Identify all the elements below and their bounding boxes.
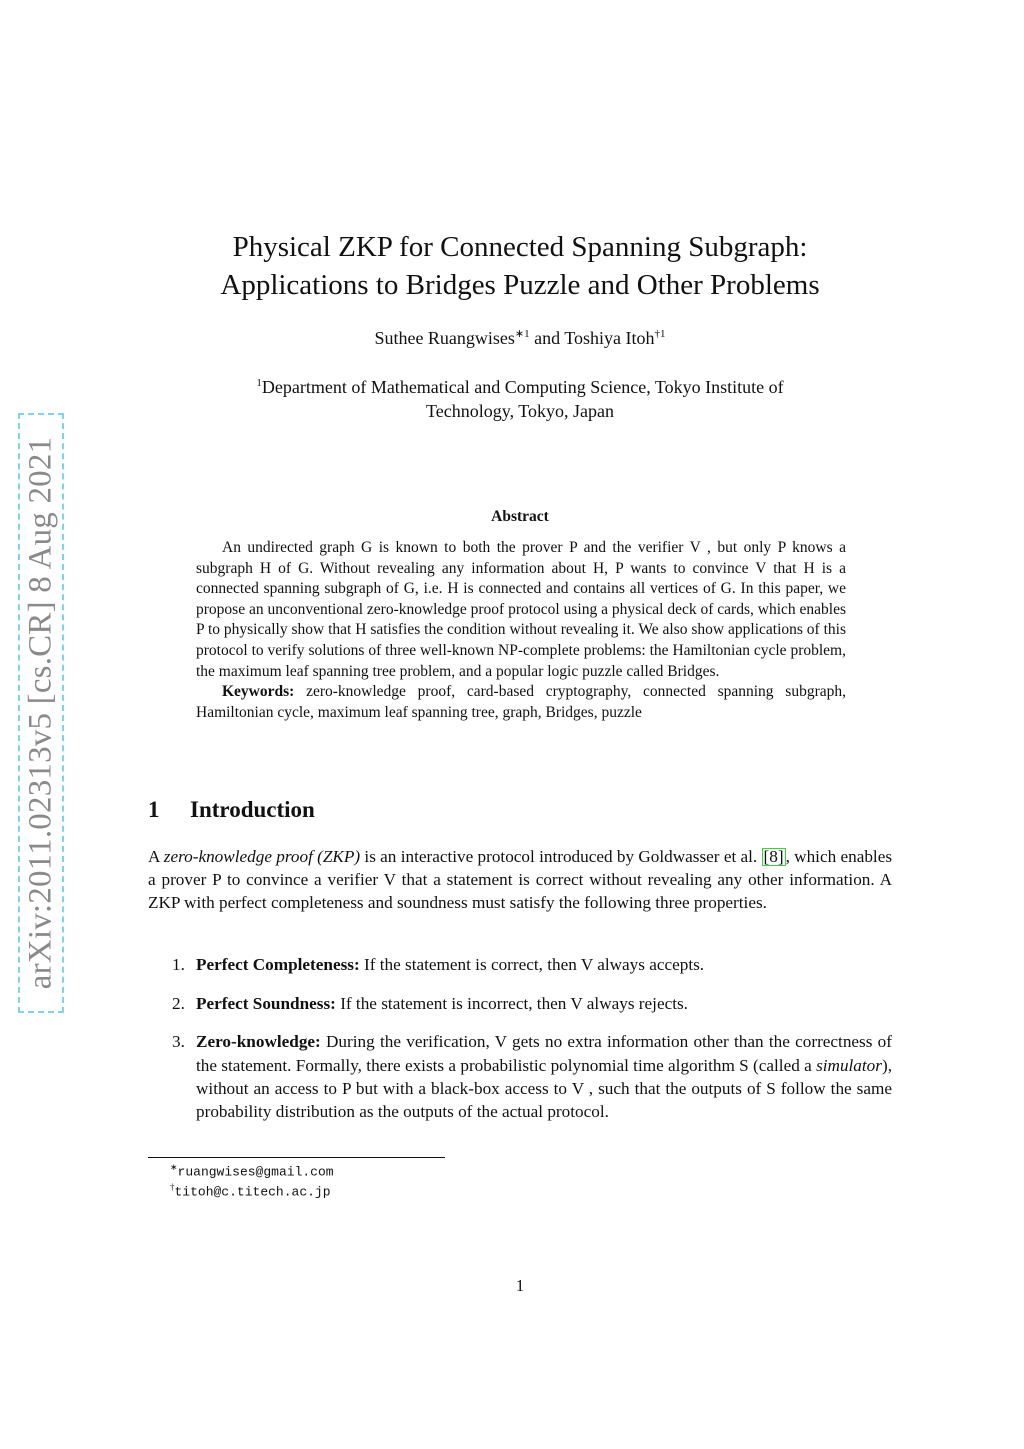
section-number: 1 — [148, 797, 160, 822]
footnote-email[interactable]: ruangwises@gmail.com — [177, 1164, 334, 1180]
item-text: If the statement is incorrect, then V always rejects. — [335, 993, 688, 1013]
authors — [150, 327, 890, 349]
footnote — [170, 1162, 334, 1179]
item-term: Perfect Soundness: — [196, 993, 336, 1013]
affiliation-line-2: Technology, Tokyo, Japan — [426, 401, 614, 421]
text-run: A — [148, 847, 164, 866]
item-term: Zero-knowledge: — [196, 1032, 321, 1052]
section-heading — [148, 797, 315, 823]
text-run: , which enables a prover P to convince a verifier V that a statement is correct without revealing any other information. A ZKP with perfect completeness and soundness must satisfy the following three properties. — [148, 847, 893, 913]
author-name: Toshiya Itoh — [564, 328, 655, 348]
affiliation — [190, 371, 850, 423]
title-line-1: Physical ZKP for Connected Spanning Subgraph: — [232, 231, 808, 263]
abstract-text: An undirected graph G is known to both the prover P and the verifier V , but only P knows a subgraph H of G. Without revealing any information about H, P wants to convince V that H is a connected spanning subgraph of G, i.e. H is connected and contains all vertices of G. In this paper, we propose an unconventional zero-knowledge proof protocol using a physical deck of cards, which enables P to physically show that H satisfies the condition without revealing it. We also show applications of this protocol to verify solutions of three well-known NP-complete problems: the Hamiltonian cycle problem, the maximum leaf spanning tree problem, and a popular logic puzzle called Bridges. — [196, 539, 846, 680]
list-item — [160, 1030, 892, 1123]
item-term: Perfect Completeness: — [196, 955, 360, 974]
paper-title — [150, 228, 890, 304]
item-number: 2. — [172, 993, 185, 1013]
arxiv-identifier[interactable]: arXiv:2011.02313v5 [cs.CR] 8 Aug 2021 — [22, 436, 59, 990]
footnote — [170, 1182, 331, 1199]
abstract-heading: Abstract — [491, 508, 549, 525]
italic-term: zero-knowledge proof (ZKP) — [163, 847, 361, 866]
item-number: 3. — [172, 1032, 185, 1052]
keywords-text: zero-knowledge proof, card-based cryptography, connected spanning subgraph, Hamiltonian cycle, maximum leaf spanning tree, graph, Bridges, puzzle — [196, 683, 846, 721]
italic-term: simulator — [816, 1055, 882, 1075]
item-text: If the statement is correct, then V always accepts. — [359, 955, 705, 974]
keywords-label: Keywords: — [222, 683, 295, 701]
title-line-2: Applications to Bridges Puzzle and Other Problems — [220, 269, 820, 301]
author-marks: ∗1 — [514, 328, 530, 340]
author-name: Suthee Ruangwises — [374, 328, 515, 348]
intro-paragraph — [148, 845, 892, 915]
list-item — [160, 992, 892, 1015]
keywords — [196, 682, 846, 723]
footnote-email[interactable]: titoh@c.titech.ac.jp — [174, 1184, 331, 1200]
author-marks: †1 — [654, 328, 666, 340]
author-join: and — [529, 328, 565, 348]
footnote-rule — [148, 1157, 445, 1158]
text-run: is an interactive protocol introduced by Goldwasser et al. — [360, 847, 762, 866]
citation-link[interactable]: [8] — [763, 847, 784, 866]
list-item — [160, 953, 892, 976]
item-number: 1. — [172, 955, 185, 974]
affiliation-line-1: Department of Mathematical and Computing Science, Tokyo Institute of — [261, 377, 784, 397]
footnote-mark: † — [170, 1182, 175, 1192]
section-title: Introduction — [190, 797, 315, 822]
abstract — [196, 538, 846, 723]
properties-list — [160, 953, 892, 1139]
footnote-mark: ∗ — [170, 1162, 178, 1172]
item-text: During the verification, V gets no extra information other than the correctness of the statement. Formally, there exists a probabilistic polynomial time algorithm S (called a — [196, 1032, 892, 1075]
page-number: 1 — [515, 1276, 525, 1295]
affiliation-mark: 1 — [256, 377, 262, 389]
item-text: ), without an access to P but with a black-box access to V , such that the outputs of S follow the same probability distribution as the outputs of the actual protocol. — [196, 1055, 892, 1122]
